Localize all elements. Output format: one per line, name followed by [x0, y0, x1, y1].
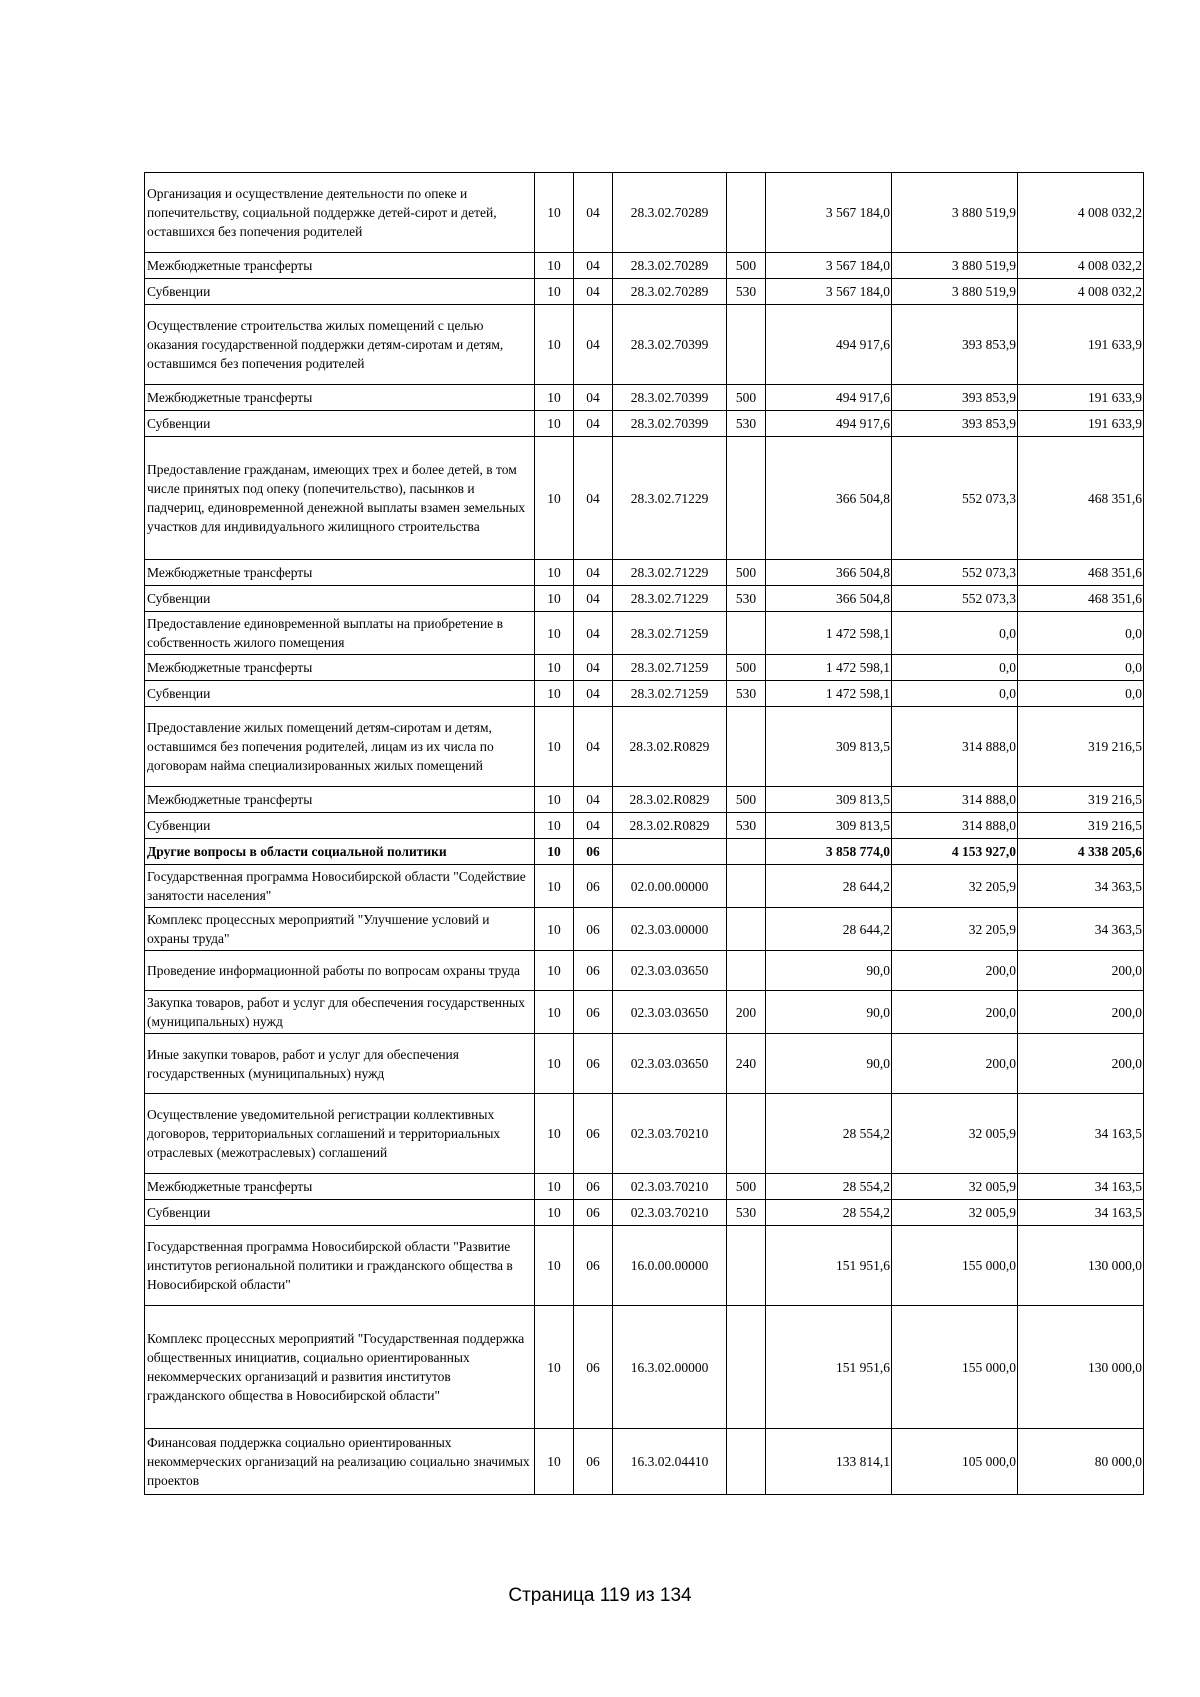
row-section: 10 [535, 612, 574, 655]
row-subsection: 04 [574, 586, 613, 612]
row-target-article: 02.3.03.70210 [613, 1174, 727, 1200]
row-amount-year-3: 200,0 [1018, 991, 1144, 1034]
table-row [145, 586, 1144, 612]
row-amount-year-1: 309 813,5 [766, 787, 892, 813]
row-section: 10 [535, 560, 574, 586]
row-expense-type: 500 [727, 560, 766, 586]
row-expense-type: 500 [727, 655, 766, 681]
table-row [145, 1226, 1144, 1306]
row-amount-year-2: 32 005,9 [892, 1094, 1018, 1174]
row-target-article: 28.3.02.70289 [613, 279, 727, 305]
row-amount-year-2: 552 073,3 [892, 437, 1018, 560]
row-amount-year-2: 32 005,9 [892, 1200, 1018, 1226]
row-subsection: 04 [574, 385, 613, 411]
row-subsection: 04 [574, 411, 613, 437]
row-section: 10 [535, 655, 574, 681]
table-row [145, 1094, 1144, 1174]
row-subsection: 04 [574, 305, 613, 385]
row-amount-year-2: 200,0 [892, 991, 1018, 1034]
table-row [145, 279, 1144, 305]
row-amount-year-2: 0,0 [892, 612, 1018, 655]
row-amount-year-1: 3 567 184,0 [766, 173, 892, 253]
row-amount-year-3: 200,0 [1018, 951, 1144, 991]
table-row [145, 908, 1144, 951]
row-subsection: 04 [574, 253, 613, 279]
row-expense-type: 500 [727, 787, 766, 813]
row-name: Комплекс процессных мероприятий "Улучшение условий и охраны труда" [145, 908, 535, 951]
row-target-article: 28.3.02.70399 [613, 305, 727, 385]
row-expense-type: 530 [727, 1200, 766, 1226]
row-amount-year-1: 90,0 [766, 991, 892, 1034]
row-target-article: 02.3.03.03650 [613, 1034, 727, 1094]
row-amount-year-3: 4 008 032,2 [1018, 279, 1144, 305]
row-amount-year-2: 32 005,9 [892, 1174, 1018, 1200]
row-expense-type [727, 839, 766, 865]
row-name: Другие вопросы в области социальной политики [145, 839, 535, 865]
row-name: Финансовая поддержка социально ориентированных некоммерческих организаций на реализацию социально значимых проектов [145, 1429, 535, 1495]
table-row [145, 437, 1144, 560]
row-amount-year-3: 130 000,0 [1018, 1306, 1144, 1429]
row-amount-year-2: 3 880 519,9 [892, 253, 1018, 279]
row-amount-year-1: 28 644,2 [766, 865, 892, 908]
table-row [145, 253, 1144, 279]
row-name: Межбюджетные трансферты [145, 1174, 535, 1200]
row-amount-year-2: 393 853,9 [892, 411, 1018, 437]
row-section: 10 [535, 787, 574, 813]
row-section: 10 [535, 1094, 574, 1174]
row-amount-year-3: 200,0 [1018, 1034, 1144, 1094]
row-amount-year-1: 151 951,6 [766, 1306, 892, 1429]
row-amount-year-2: 200,0 [892, 951, 1018, 991]
row-name: Субвенции [145, 813, 535, 839]
row-expense-type [727, 1094, 766, 1174]
row-amount-year-3: 80 000,0 [1018, 1429, 1144, 1495]
row-target-article: 28.3.02.70399 [613, 411, 727, 437]
row-amount-year-2: 3 880 519,9 [892, 173, 1018, 253]
row-amount-year-2: 552 073,3 [892, 586, 1018, 612]
row-subsection: 06 [574, 1174, 613, 1200]
row-amount-year-1: 309 813,5 [766, 813, 892, 839]
row-amount-year-1: 3 567 184,0 [766, 253, 892, 279]
row-section: 10 [535, 279, 574, 305]
row-amount-year-2: 314 888,0 [892, 707, 1018, 787]
row-target-article: 28.3.02.70399 [613, 385, 727, 411]
row-amount-year-1: 28 554,2 [766, 1200, 892, 1226]
row-amount-year-1: 151 951,6 [766, 1226, 892, 1306]
row-amount-year-2: 552 073,3 [892, 560, 1018, 586]
row-amount-year-1: 28 554,2 [766, 1174, 892, 1200]
row-amount-year-1: 366 504,8 [766, 437, 892, 560]
row-subsection: 06 [574, 839, 613, 865]
row-amount-year-3: 4 338 205,6 [1018, 839, 1144, 865]
row-expense-type [727, 865, 766, 908]
row-subsection: 06 [574, 1226, 613, 1306]
row-amount-year-3: 191 633,9 [1018, 411, 1144, 437]
row-target-article: 16.3.02.04410 [613, 1429, 727, 1495]
row-section: 10 [535, 813, 574, 839]
row-section: 10 [535, 385, 574, 411]
row-target-article: 28.3.02.71229 [613, 560, 727, 586]
table-row [145, 1306, 1144, 1429]
row-expense-type: 500 [727, 1174, 766, 1200]
row-name: Межбюджетные трансферты [145, 655, 535, 681]
row-amount-year-2: 393 853,9 [892, 305, 1018, 385]
row-subsection: 06 [574, 1094, 613, 1174]
row-target-article: 02.3.03.03650 [613, 951, 727, 991]
row-expense-type [727, 908, 766, 951]
row-target-article: 28.3.02.71259 [613, 612, 727, 655]
row-expense-type [727, 437, 766, 560]
row-target-article: 02.3.03.00000 [613, 908, 727, 951]
row-section: 10 [535, 305, 574, 385]
row-amount-year-1: 309 813,5 [766, 707, 892, 787]
row-amount-year-3: 4 008 032,2 [1018, 253, 1144, 279]
row-expense-type: 200 [727, 991, 766, 1034]
row-amount-year-1: 1 472 598,1 [766, 681, 892, 707]
row-amount-year-2: 32 205,9 [892, 865, 1018, 908]
row-amount-year-1: 28 644,2 [766, 908, 892, 951]
row-expense-type [727, 951, 766, 991]
row-section: 10 [535, 1226, 574, 1306]
row-subsection: 04 [574, 173, 613, 253]
row-expense-type [727, 173, 766, 253]
row-amount-year-3: 191 633,9 [1018, 385, 1144, 411]
row-section: 10 [535, 951, 574, 991]
row-amount-year-2: 4 153 927,0 [892, 839, 1018, 865]
table-row [145, 173, 1144, 253]
row-section: 10 [535, 839, 574, 865]
row-section: 10 [535, 437, 574, 560]
row-section: 10 [535, 1034, 574, 1094]
row-expense-type: 500 [727, 385, 766, 411]
row-subsection: 04 [574, 437, 613, 560]
row-subsection: 04 [574, 279, 613, 305]
row-name: Комплекс процессных мероприятий "Государственная поддержка общественных инициатив, социально ориентированных некоммерческих организаций и развития институтов гражданского общества в Новосибирской области" [145, 1306, 535, 1429]
row-name: Осуществление уведомительной регистрации коллективных договоров, территориальных соглашений и территориальных отраслевых (межотраслевых) соглашений [145, 1094, 535, 1174]
row-amount-year-2: 105 000,0 [892, 1429, 1018, 1495]
row-expense-type: 530 [727, 279, 766, 305]
row-amount-year-3: 191 633,9 [1018, 305, 1144, 385]
row-name: Предоставление жилых помещений детям-сиротам и детям, оставшимся без попечения родителей, лицам из их числа по договорам найма специализированных жилых помещений [145, 707, 535, 787]
row-amount-year-1: 3 567 184,0 [766, 279, 892, 305]
row-section: 10 [535, 681, 574, 707]
row-amount-year-3: 34 163,5 [1018, 1094, 1144, 1174]
row-name: Проведение информационной работы по вопросам охраны труда [145, 951, 535, 991]
row-subsection: 04 [574, 707, 613, 787]
row-section: 10 [535, 991, 574, 1034]
row-name: Государственная программа Новосибирской области "Содействие занятости населения" [145, 865, 535, 908]
row-target-article [613, 839, 727, 865]
row-section: 10 [535, 586, 574, 612]
row-target-article: 28.3.02.70289 [613, 253, 727, 279]
row-name: Межбюджетные трансферты [145, 253, 535, 279]
row-amount-year-3: 34 163,5 [1018, 1174, 1144, 1200]
table-row [145, 865, 1144, 908]
table-row [145, 1174, 1144, 1200]
row-amount-year-3: 319 216,5 [1018, 813, 1144, 839]
row-amount-year-2: 393 853,9 [892, 385, 1018, 411]
row-target-article: 28.3.02.R0829 [613, 813, 727, 839]
row-amount-year-1: 366 504,8 [766, 586, 892, 612]
row-amount-year-1: 366 504,8 [766, 560, 892, 586]
row-section: 10 [535, 1200, 574, 1226]
table-row [145, 787, 1144, 813]
row-section: 10 [535, 173, 574, 253]
row-subsection: 04 [574, 813, 613, 839]
row-subsection: 04 [574, 655, 613, 681]
row-amount-year-3: 319 216,5 [1018, 787, 1144, 813]
row-expense-type: 530 [727, 813, 766, 839]
row-target-article: 02.3.03.70210 [613, 1200, 727, 1226]
row-target-article: 28.3.02.71259 [613, 655, 727, 681]
row-amount-year-1: 3 858 774,0 [766, 839, 892, 865]
row-amount-year-1: 1 472 598,1 [766, 655, 892, 681]
row-name: Иные закупки товаров, работ и услуг для обеспечения государственных (муниципальных) нужд [145, 1034, 535, 1094]
row-subsection: 04 [574, 560, 613, 586]
table-row [145, 1034, 1144, 1094]
row-name: Государственная программа Новосибирской области "Развитие институтов региональной политики и гражданского общества в Новосибирской области" [145, 1226, 535, 1306]
row-subsection: 06 [574, 1200, 613, 1226]
row-expense-type: 500 [727, 253, 766, 279]
row-amount-year-1: 90,0 [766, 951, 892, 991]
row-name: Субвенции [145, 1200, 535, 1226]
row-target-article: 02.0.00.00000 [613, 865, 727, 908]
budget-table [144, 172, 1144, 1495]
row-amount-year-2: 155 000,0 [892, 1226, 1018, 1306]
row-subsection: 06 [574, 865, 613, 908]
row-section: 10 [535, 1429, 574, 1495]
row-amount-year-3: 0,0 [1018, 612, 1144, 655]
row-name: Межбюджетные трансферты [145, 385, 535, 411]
row-amount-year-2: 0,0 [892, 681, 1018, 707]
row-amount-year-2: 200,0 [892, 1034, 1018, 1094]
row-subsection: 04 [574, 681, 613, 707]
table-row [145, 951, 1144, 991]
row-name: Субвенции [145, 681, 535, 707]
row-amount-year-3: 319 216,5 [1018, 707, 1144, 787]
row-amount-year-2: 32 205,9 [892, 908, 1018, 951]
row-amount-year-1: 90,0 [766, 1034, 892, 1094]
row-target-article: 16.3.02.00000 [613, 1306, 727, 1429]
row-amount-year-1: 133 814,1 [766, 1429, 892, 1495]
table-row [145, 1200, 1144, 1226]
row-subsection: 06 [574, 1034, 613, 1094]
row-amount-year-3: 0,0 [1018, 655, 1144, 681]
row-amount-year-2: 155 000,0 [892, 1306, 1018, 1429]
row-name: Субвенции [145, 279, 535, 305]
table-row [145, 411, 1144, 437]
row-target-article: 16.0.00.00000 [613, 1226, 727, 1306]
row-section: 10 [535, 253, 574, 279]
row-expense-type [727, 612, 766, 655]
row-target-article: 28.3.02.70289 [613, 173, 727, 253]
row-amount-year-2: 314 888,0 [892, 813, 1018, 839]
row-amount-year-1: 494 917,6 [766, 305, 892, 385]
row-target-article: 02.3.03.70210 [613, 1094, 727, 1174]
row-expense-type: 530 [727, 411, 766, 437]
row-subsection: 06 [574, 908, 613, 951]
row-target-article: 28.3.02.R0829 [613, 707, 727, 787]
row-name: Субвенции [145, 586, 535, 612]
table-row [145, 655, 1144, 681]
row-expense-type [727, 1226, 766, 1306]
table-row [145, 560, 1144, 586]
row-amount-year-1: 28 554,2 [766, 1094, 892, 1174]
row-expense-type: 530 [727, 586, 766, 612]
row-target-article: 28.3.02.71229 [613, 586, 727, 612]
row-amount-year-1: 1 472 598,1 [766, 612, 892, 655]
row-amount-year-2: 314 888,0 [892, 787, 1018, 813]
row-amount-year-1: 494 917,6 [766, 411, 892, 437]
row-amount-year-2: 0,0 [892, 655, 1018, 681]
table-row [145, 1429, 1144, 1495]
table-row [145, 681, 1144, 707]
row-name: Межбюджетные трансферты [145, 560, 535, 586]
row-section: 10 [535, 1306, 574, 1429]
row-name: Предоставление гражданам, имеющих трех и более детей, в том числе принятых под опеку (попечительство), пасынков и падчериц, единовременной денежной выплаты взамен земельных участков для индивидуального жилищного строительства [145, 437, 535, 560]
row-amount-year-2: 3 880 519,9 [892, 279, 1018, 305]
row-section: 10 [535, 707, 574, 787]
row-amount-year-3: 468 351,6 [1018, 560, 1144, 586]
table-row [145, 612, 1144, 655]
table-row [145, 991, 1144, 1034]
row-subsection: 06 [574, 1306, 613, 1429]
row-subsection: 06 [574, 1429, 613, 1495]
row-amount-year-3: 4 008 032,2 [1018, 173, 1144, 253]
table-row [145, 813, 1144, 839]
row-amount-year-3: 34 363,5 [1018, 865, 1144, 908]
row-amount-year-3: 34 363,5 [1018, 908, 1144, 951]
row-name: Осуществление строительства жилых помещений с целью оказания государственной поддержки детям-сиротам и детям, оставшимся без попечения родителей [145, 305, 535, 385]
row-expense-type [727, 1429, 766, 1495]
row-section: 10 [535, 908, 574, 951]
row-section: 10 [535, 865, 574, 908]
row-target-article: 28.3.02.R0829 [613, 787, 727, 813]
row-subsection: 04 [574, 612, 613, 655]
row-section: 10 [535, 1174, 574, 1200]
table-row [145, 305, 1144, 385]
table-row [145, 707, 1144, 787]
row-subsection: 04 [574, 787, 613, 813]
page-number: Страница 119 из 134 [508, 1585, 692, 1606]
table-row [145, 385, 1144, 411]
row-amount-year-3: 468 351,6 [1018, 586, 1144, 612]
row-name: Межбюджетные трансферты [145, 787, 535, 813]
row-expense-type: 530 [727, 681, 766, 707]
row-amount-year-1: 494 917,6 [766, 385, 892, 411]
row-amount-year-3: 0,0 [1018, 681, 1144, 707]
row-name: Субвенции [145, 411, 535, 437]
row-expense-type: 240 [727, 1034, 766, 1094]
row-target-article: 28.3.02.71229 [613, 437, 727, 560]
row-amount-year-3: 130 000,0 [1018, 1226, 1144, 1306]
row-subsection: 06 [574, 991, 613, 1034]
row-amount-year-3: 468 351,6 [1018, 437, 1144, 560]
row-expense-type [727, 1306, 766, 1429]
table-body [145, 173, 1144, 1495]
row-name: Предоставление единовременной выплаты на приобретение в собственность жилого помещения [145, 612, 535, 655]
row-expense-type [727, 305, 766, 385]
row-name: Организация и осуществление деятельности по опеке и попечительству, социальной поддержке детей-сирот и детей, оставшихся без попечения родителей [145, 173, 535, 253]
row-target-article: 02.3.03.03650 [613, 991, 727, 1034]
row-amount-year-3: 34 163,5 [1018, 1200, 1144, 1226]
row-expense-type [727, 707, 766, 787]
row-subsection: 06 [574, 951, 613, 991]
row-target-article: 28.3.02.71259 [613, 681, 727, 707]
row-section: 10 [535, 411, 574, 437]
table-row [145, 839, 1144, 865]
row-name: Закупка товаров, работ и услуг для обеспечения государственных (муниципальных) нужд [145, 991, 535, 1034]
